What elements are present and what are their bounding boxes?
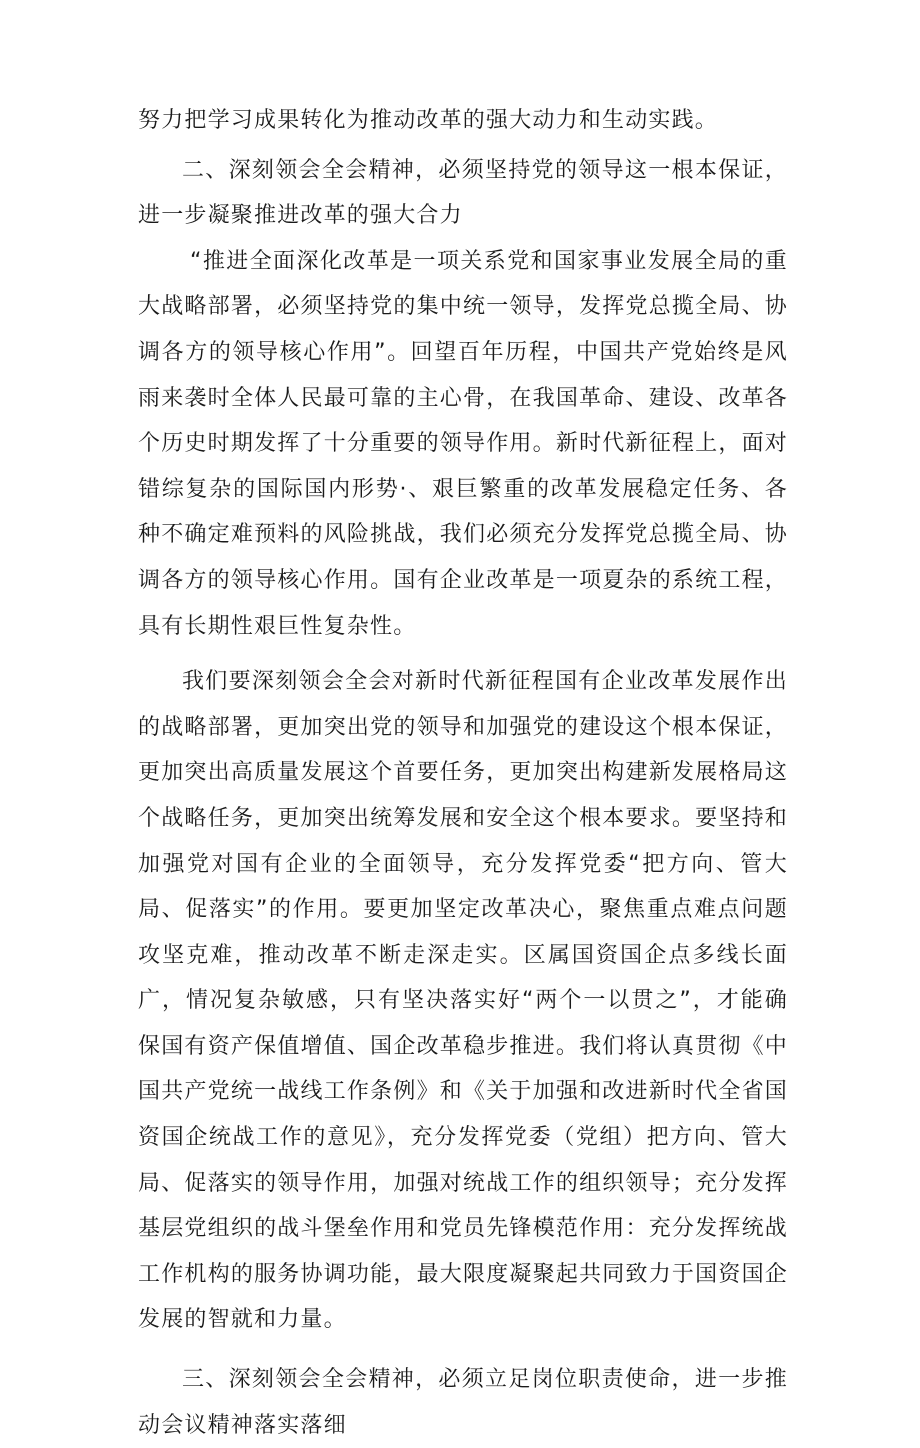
section-heading-3: 三、深刻领会全会精神，必须立足岗位职责使命，进一步推动会议精神落实落细 — [138, 1367, 788, 1438]
paragraph-quote: “推进全面深化改革是一项关系党和国家事业发展全局的重大战略部署，必须坚持党的集中统一领导，发挥党总揽全局、协调各方的领导核心作用”。回望百年历程，中国共产党始终是风雨来袭时全体人民最可靠的主心骨，在我国革命、建设、改革各个历史时期发挥了十分重要的领导作用。新时代新征程上，面对错综复杂的国际国内形势·、艰巨繁重的改革发展稳定任务、各种不确定难预料的风险挑战，我们必须充分发挥党总揽全局、协调各方的领导核心作用。国有企业改革是一项夏杂的系统工程，具有长期性艰巨性复杂性。 — [138, 248, 788, 639]
paragraph-body: 我们要深刻领会全会对新时代新征程国有企业改革发展作出的战略部署，更加突出党的领导和加强党的建设这个根本保证，更加突出高质量发展这个首要任务，更加突出构建新发展格局这个战略任务，更加突出统筹发展和安全这个根本要求。要坚持和加强党对国有企业的全面领导，充分发挥党委“把方向、管大局、促落实”的作用。要更加坚定改革决心，聚焦重点难点问题攻坚克难，推动改革不断走深走实。区属国资国企点多线长面广，情况复杂敏感，只有坚决落实好“两个一以贯之”，才能确保国有资产保值增值、国企改革稳步推进。我们将认真贯彻《中国共产党统一战线工作条例》和《关于加强和改进新时代全省国资国企统战工作的意见》，充分发挥党委（党组）把方向、管大局、促落实的领导作用，加强对统战工作的组织领导；充分发挥基层党组织的战斗堡垒作用和党员先锋模范作用：充分发挥统战工作机构的服务协调功能，最大限度凝聚起共同致力于国资国企发展的智就和力量。 — [138, 669, 788, 1333]
document-body — [138, 98, 788, 1448]
section-heading-2: 二、深刻领会全会精神，必须坚持党的领导这一根本保证，进一步凝聚推进改革的强大合力 — [138, 157, 788, 229]
paragraph-continuation: 努力把学习成果转化为推动改革的强大动力和生动实践。 — [138, 108, 719, 133]
